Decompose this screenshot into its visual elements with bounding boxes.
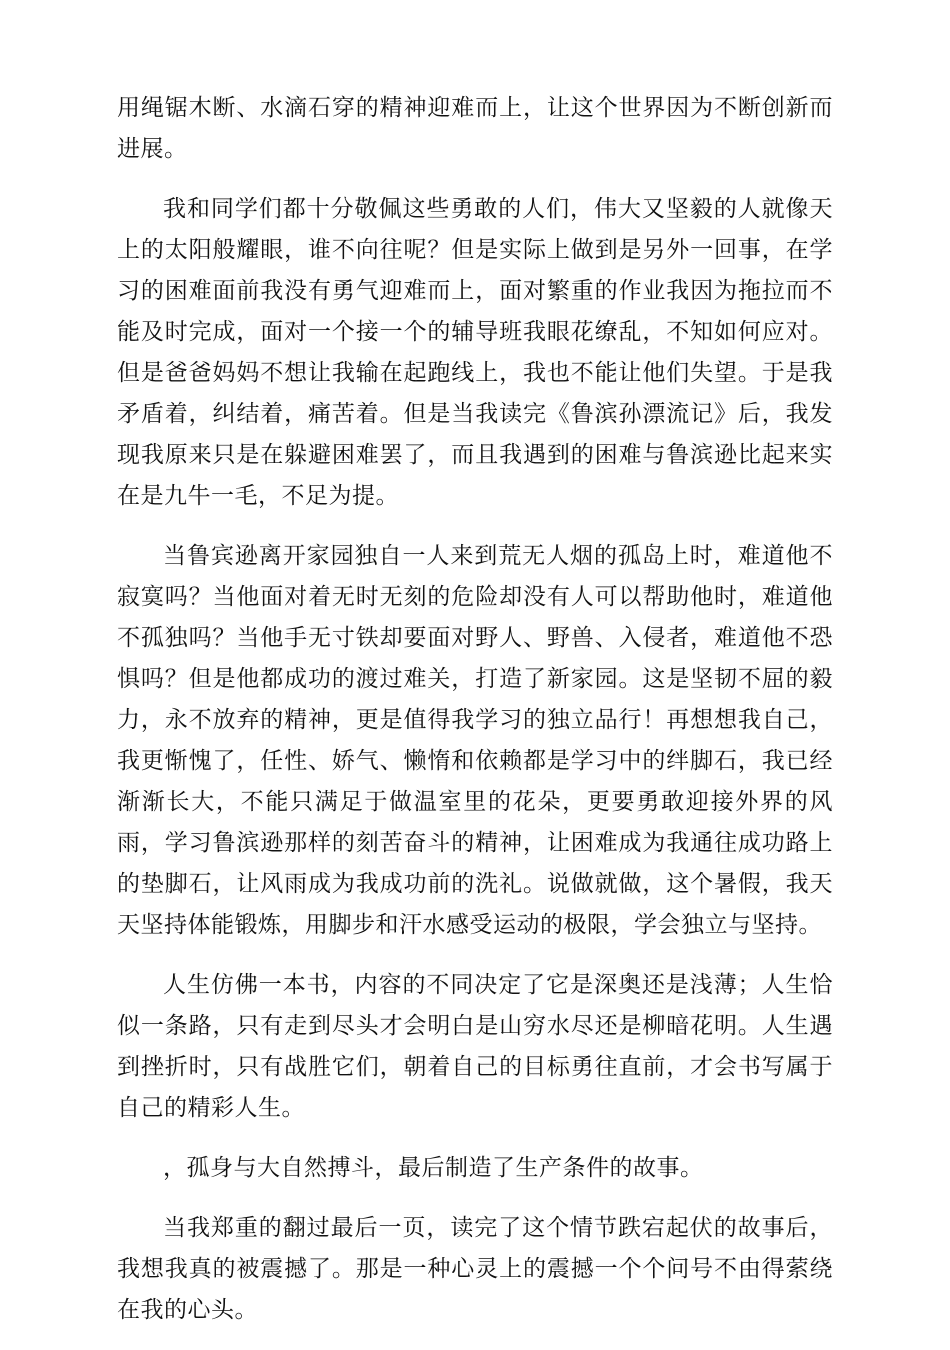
document-body [117, 88, 833, 1350]
paragraph-2: 我和同学们都十分敬佩这些勇敢的人们，伟大又坚毅的人就像天上的太阳般耀眼，谁不向往呢？但是实际上做到是另外一回事，在学习的困难面前我没有勇气迎难而上，面对繁重的作业我因为拖拉而不能及时完成，面对一个接一个的辅导班我眼花缭乱，不知如何应对。但是爸爸妈妈不想让我输在起跑线上，我也不能让他们失望。于是我矛盾着，纠结着，痛苦着。但是当我读完《鲁滨孙漂流记》后，我发现我原来只是在躲避困难罢了，而且我遇到的困难与鲁滨逊比起来实在是九牛一毛，不足为提。 [117, 196, 833, 509]
paragraph-3: 当鲁宾逊离开家园独自一人来到荒无人烟的孤岛上时，难道他不寂寞吗？当他面对着无时无刻的危险却没有人可以帮助他时，难道他不孤独吗？当他手无寸铁却要面对野人、野兽、入侵者，难道他不恐惧吗？但是他都成功的渡过难关，打造了新家园。这是坚韧不屈的毅力，永不放弃的精神，更是值得我学习的独立品行！再想想我自己，我更惭愧了，任性、娇气、懒惰和依赖都是学习中的绊脚石，我已经渐渐长大，不能只满足于做温室里的花朵，更要勇敢迎接外界的风雨，学习鲁滨逊那样的刻苦奋斗的精神，让困难成为我通往成功路上的垫脚石，让风雨成为我成功前的洗礼。说做就做，这个暑假，我天天坚持体能锻炼，用脚步和汗水感受运动的极限，学会独立与坚持。 [117, 543, 833, 938]
paragraph-6: 当我郑重的翻过最后一页，读完了这个情节跌宕起伏的故事后，我想我真的被震撼了。那是一种心灵上的震撼一个个问号不由得萦绕在我的心头。 [117, 1215, 833, 1323]
paragraph-5: ，孤身与大自然搏斗，最后制造了生产条件的故事。 [163, 1155, 704, 1181]
paragraph-1: 用绳锯木断、水滴石穿的精神迎难而上，让这个世界因为不断创新而进展。 [117, 95, 833, 162]
paragraph-4: 人生仿佛一本书，内容的不同决定了它是深奥还是浅薄；人生恰似一条路，只有走到尽头才会明白是山穷水尽还是柳暗花明。人生遇到挫折时，只有战胜它们，朝着自己的目标勇往直前，才会书写属于自己的精彩人生。 [117, 972, 833, 1121]
